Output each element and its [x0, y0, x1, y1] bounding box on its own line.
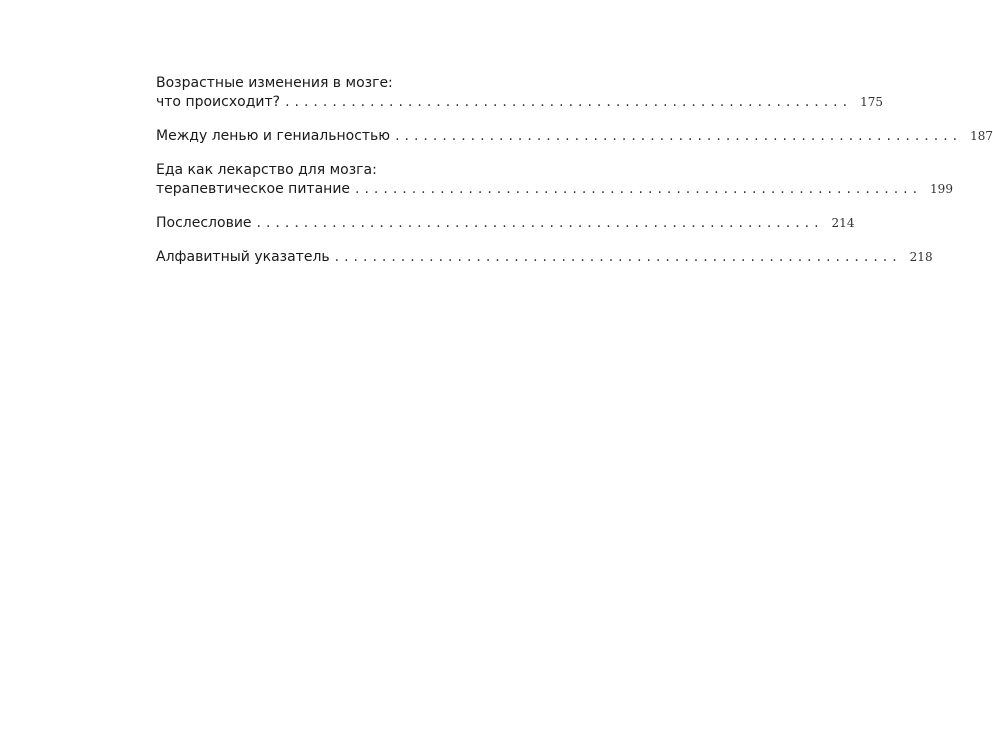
toc-entry-title-end: терапевтическое питание: [156, 181, 351, 197]
page-number: 175: [860, 95, 883, 109]
toc-entry-title-end: Алфавитный указатель: [156, 249, 330, 265]
toc-entry-title-line: Еда как лекарство для мозга:: [156, 162, 377, 178]
dot-leader: ............................................................: [395, 128, 963, 144]
dot-leader: ............................................................: [256, 215, 824, 231]
toc-entry-title-end: Послесловие: [156, 215, 252, 231]
page-number: 187: [970, 129, 993, 143]
toc-entry-laziness-genius: [156, 127, 993, 146]
toc-entry-index: [156, 248, 933, 267]
toc-entry-last-line: [156, 180, 953, 199]
table-of-contents: [156, 74, 993, 282]
toc-entry-last-line: [156, 93, 883, 112]
dot-leader: ............................................................: [355, 181, 923, 197]
toc-entry-afterword: [156, 214, 855, 233]
toc-entry-title-line: Возрастные изменения в мозге:: [156, 75, 393, 91]
toc-entry-last-line: [156, 248, 933, 267]
toc-entry-food-medicine: [156, 161, 953, 199]
toc-entry-age-changes: [156, 74, 883, 112]
page-number: 218: [909, 250, 933, 264]
toc-entry-title-end: что происходит?: [156, 94, 281, 110]
page-number: 214: [831, 216, 855, 230]
toc-entry-last-line: [156, 127, 993, 146]
toc-entry-title-end: Между ленью и гениальностью: [156, 128, 391, 144]
dot-leader: ............................................................: [334, 249, 902, 265]
page-number: 199: [930, 182, 953, 196]
dot-leader: ............................................................: [285, 94, 853, 110]
toc-entry-last-line: [156, 214, 855, 233]
